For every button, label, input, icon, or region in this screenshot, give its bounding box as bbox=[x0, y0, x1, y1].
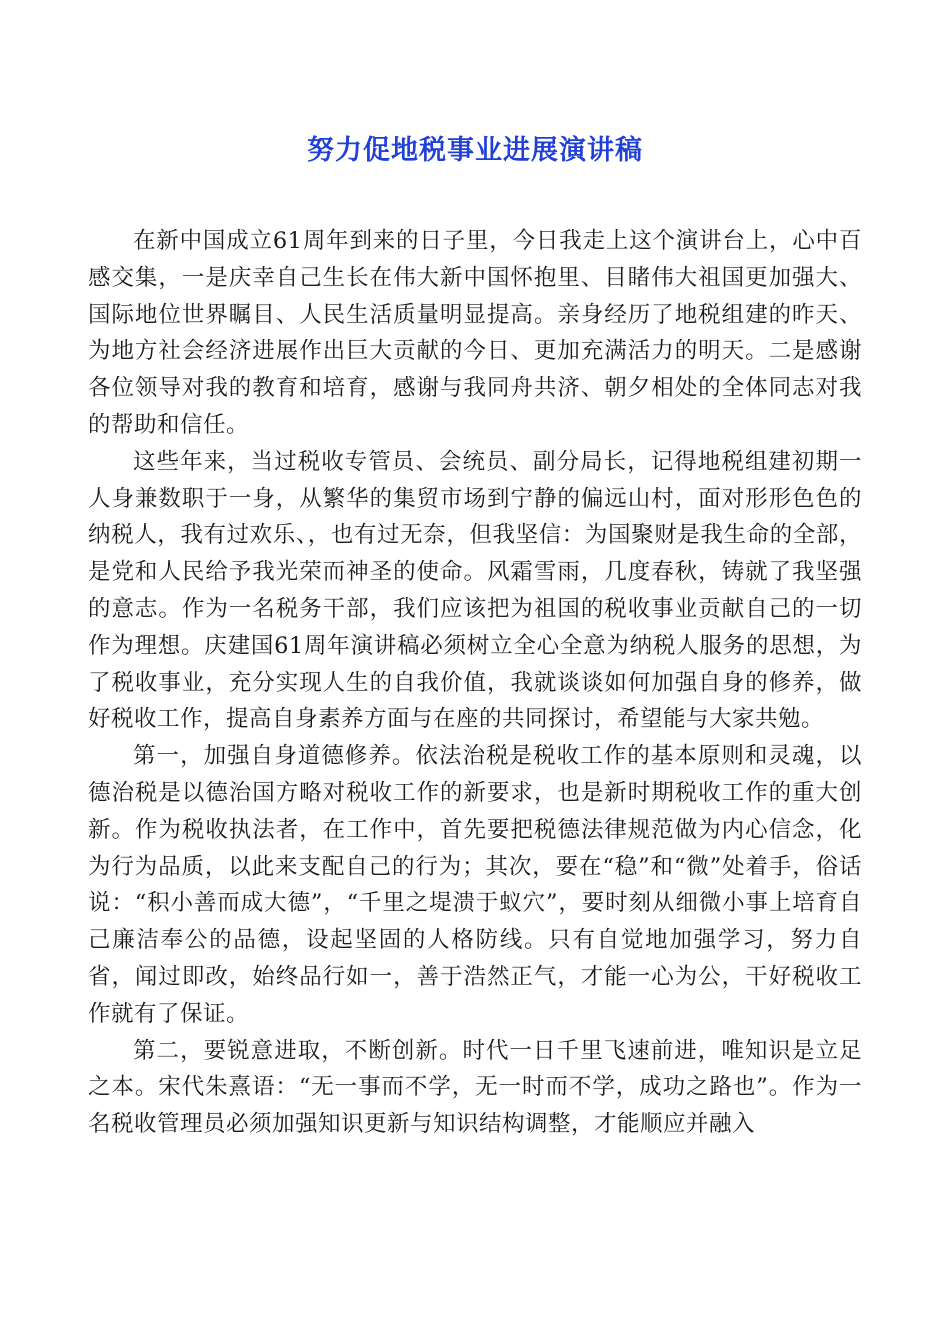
document-title: 努力促地税事业进展演讲稿 bbox=[307, 135, 643, 166]
paragraph-3: 第一，加强自身道德修养。依法治税是税收工作的基本原则和灵魂，以德治税是以德治国方略对税收工作的新要求，也是新时期税收工作的重大创新。作为税收执法者，在工作中，首先要把税德法律规范做为内心信念，化为行为品质，以此来支配自己的行为；其次，要在“稳”和“微”处着手，俗话说：“积小善而成大德”，“千里之堤溃于蚁穴”，要时刻从细微小事上培育自己廉洁奉公的品德，设起坚固的人格防线。只有自觉地加强学习，努力自省，闻过即改，始终品行如一，善于浩然正气，才能一心为公，干好税收工作就有了保证。 bbox=[88, 743, 862, 1027]
document-body bbox=[88, 223, 862, 1143]
paragraph-4: 第二，要锐意进取，不断创新。时代一日千里飞速前进，唯知识是立足之本。宋代朱熹语：“无一事而不学，无一时而不学，成功之路也”。作为一名税收管理员必须加强知识更新与知识结构调整，才能顺应并融入 bbox=[88, 1037, 862, 1138]
paragraph-2: 这些年来，当过税收专管员、会统员、副分局长，记得地税组建初期一人身兼数职于一身，从繁华的集贸市场到宁静的偏远山村，面对形形色色的纳税人，我有过欢乐、，也有过无奈，但我坚信：为国聚财是我生命的全部，是党和人民给予我光荣而神圣的使命。风霜雪雨，几度春秋，铸就了我坚强的意志。作为一名税务干部，我们应该把为祖国的税收事业贡献自己的一切作为理想。庆建国61周年演讲稿必须树立全心全意为纳税人服务的思想，为了税收事业，充分实现人生的自我价值，我就谈谈如何加强自身的修养，做好税收工作，提高自身素养方面与在座的共同探讨，希望能与大家共勉。 bbox=[88, 448, 862, 733]
paragraph-1: 在新中国成立61周年到来的日子里，今日我走上这个演讲台上，心中百感交集，一是庆幸自己生长在伟大新中国怀抱里、目睹伟大祖国更加强大、国际地位世界瞩目、人民生活质量明显提高。亲身经历了地税组建的昨天、为地方社会经济进展作出巨大贡献的今日、更加充满活力的明天。二是感谢各位领导对我的教育和培育，感谢与我同舟共济、朝夕相处的全体同志对我的帮助和信任。 bbox=[88, 228, 862, 438]
